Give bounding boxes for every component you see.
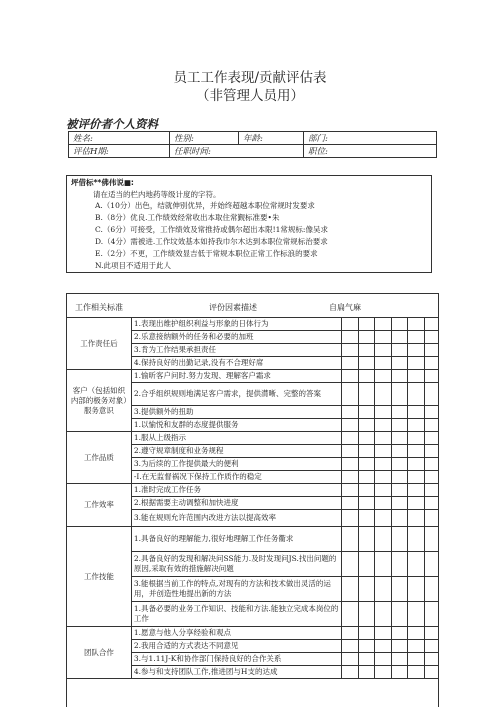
rating-cell[interactable] [342, 458, 358, 471]
rating-cell[interactable] [375, 458, 391, 471]
table-row [67, 527, 439, 552]
rating-cell[interactable] [375, 497, 391, 510]
rating-cell[interactable] [408, 527, 424, 552]
scale-level-e: E.（2分）不更，工作绩效显吉低于常规本职位正常工作标浪的要求 [95, 249, 318, 258]
rating-cell[interactable] [342, 640, 358, 653]
factor-description: 1.表现出维护组织利益与形象的日体行为 [131, 318, 341, 331]
rating-cell[interactable] [391, 432, 407, 445]
rating-cell[interactable] [391, 627, 407, 640]
rating-cell[interactable] [358, 370, 374, 383]
rating-cell[interactable] [358, 458, 374, 471]
rating-cell[interactable] [424, 510, 439, 527]
rating-cell[interactable] [408, 471, 424, 484]
rating-cell[interactable] [391, 602, 407, 627]
rating-cell[interactable] [391, 510, 407, 527]
rating-cell[interactable] [391, 383, 407, 406]
scale-intro: 请在适当的栏内地药等级计度的字符。 [93, 190, 221, 199]
rating-cell[interactable] [391, 484, 407, 497]
rating-cell[interactable] [342, 445, 358, 458]
rating-cell[interactable] [424, 484, 439, 497]
factor-description: 2.合乎组织规则地满足客户需求，提供潸晰、完整的答案 [131, 383, 341, 406]
rating-cell[interactable] [424, 432, 439, 445]
rating-cell[interactable] [342, 484, 358, 497]
col-standard-header: 工作相关标准 [75, 303, 123, 312]
rating-cell[interactable] [391, 552, 407, 577]
rating-cell[interactable] [342, 552, 358, 577]
rating-cell[interactable] [391, 666, 407, 679]
factor-description: 1.准时完成工作任务 [131, 484, 341, 497]
rating-cell[interactable] [358, 552, 374, 577]
category-cell: 工作责任后 [67, 318, 131, 370]
rating-cell[interactable] [408, 383, 424, 406]
rating-cell[interactable] [408, 497, 424, 510]
rating-cell[interactable] [342, 666, 358, 679]
rating-cell[interactable] [342, 497, 358, 510]
rating-cell[interactable] [391, 370, 407, 383]
info-row [69, 132, 437, 145]
factor-description: -I.在无监督祸况下保持工作质作的稳定 [131, 471, 341, 484]
rating-cell[interactable] [408, 445, 424, 458]
rating-cell[interactable] [424, 344, 439, 357]
name-field[interactable]: 姓名: [69, 132, 170, 145]
rating-cell[interactable] [408, 653, 424, 666]
factor-description: 1.愉昕客户问时.努力发现、理解客户霜求 [131, 370, 341, 383]
rating-cell[interactable] [375, 432, 391, 445]
rating-cell[interactable] [391, 344, 407, 357]
rating-cell[interactable] [342, 419, 358, 432]
rating-cell[interactable] [375, 552, 391, 577]
factor-description: 2.具备良好的发现和解决问SS能力.及时发现问JS.找出问题的原因,采取有效的措施解决问题 [131, 552, 341, 577]
rating-cell[interactable] [358, 445, 374, 458]
rating-cell[interactable] [424, 497, 439, 510]
factor-description: 1.服从上级指示 [131, 432, 341, 445]
rating-cell[interactable] [391, 357, 407, 370]
rating-cell[interactable] [424, 458, 439, 471]
rating-cell[interactable] [375, 419, 391, 432]
rating-cell[interactable] [424, 471, 439, 484]
factor-description: 1.具备必要的业务工作知识、技能和方法.能独立完成本岗位的工作 [131, 602, 341, 627]
rating-cell[interactable] [375, 406, 391, 419]
col-self-header: 自扁气麻 [329, 303, 361, 312]
rating-cell[interactable] [424, 577, 439, 602]
rating-cell[interactable] [342, 318, 358, 331]
rating-cell[interactable] [391, 419, 407, 432]
rating-scale-box [66, 175, 432, 273]
table-row [67, 484, 439, 497]
factor-description: 2.乐意接纳额外的任务和必要的加班 [131, 331, 341, 344]
col-desc-header: 评份因素描述 [209, 303, 257, 312]
rating-cell[interactable] [375, 640, 391, 653]
rating-cell[interactable] [342, 653, 358, 666]
rating-cell[interactable] [424, 602, 439, 627]
age-field[interactable]: 年龄: [239, 132, 304, 145]
rating-cell[interactable] [358, 666, 374, 679]
personal-info-table [68, 131, 437, 158]
rating-cell[interactable] [408, 484, 424, 497]
rating-cell[interactable] [424, 331, 439, 344]
factor-description: 3.能在规则允许范围内改进方法以提高效率 [131, 510, 341, 527]
factor-description: 2.遵守规章制度和业务规程 [131, 445, 341, 458]
rating-cell[interactable] [424, 653, 439, 666]
rating-cell[interactable] [342, 357, 358, 370]
rating-cell[interactable] [408, 344, 424, 357]
section-title: 被评价者个人资料 [66, 117, 158, 131]
rating-cell[interactable] [342, 627, 358, 640]
factor-description: 3.肯为工作结果承担责任 [131, 344, 341, 357]
factor-description: 1.具备良好的理解能力,很好地理解工作任务衢求 [131, 527, 341, 552]
rating-cell[interactable] [424, 527, 439, 552]
rating-cell[interactable] [391, 577, 407, 602]
factor-description: 1.以愉悦和友群的态度提供服务 [131, 419, 341, 432]
scale-level-b: B.（8分）优良.工作绩效经常收出本取住常觐标准要•朱 [95, 213, 280, 222]
rating-cell[interactable] [408, 419, 424, 432]
rating-cell[interactable] [391, 640, 407, 653]
factor-description: 3.提供额外的扭助 [131, 406, 341, 419]
category-cell: 团队合作 [67, 627, 131, 679]
rating-cell[interactable] [342, 344, 358, 357]
rating-cell[interactable] [358, 344, 374, 357]
rating-cell[interactable] [408, 640, 424, 653]
rating-cell[interactable] [408, 510, 424, 527]
rating-cell[interactable] [375, 527, 391, 552]
category-cell: 工作技能 [67, 527, 131, 627]
rating-cell[interactable] [424, 357, 439, 370]
page-subtitle: （非管理人员用） [196, 88, 304, 104]
rating-cell[interactable] [391, 458, 407, 471]
rating-cell[interactable] [391, 445, 407, 458]
rating-cell[interactable] [358, 640, 374, 653]
rating-cell[interactable] [358, 331, 374, 344]
factor-description: 1.愿意与他人分享经验和观点 [131, 627, 341, 640]
category-cell: 工作品质 [67, 432, 131, 484]
rating-cell[interactable] [358, 357, 374, 370]
rating-cell[interactable] [408, 318, 424, 331]
rating-cell[interactable] [342, 577, 358, 602]
rating-cell[interactable] [424, 640, 439, 653]
scale-level-c: C.（6分）可接受，工作绩效及常推持或偶尔超出本限!1常规标:像吴求 [95, 225, 328, 234]
rating-cell[interactable] [342, 432, 358, 445]
rating-cell[interactable] [375, 484, 391, 497]
page-title: 员工工作表现/贡献评估表 [173, 70, 327, 86]
scale-level-n: N.此项目不适用于此人 [95, 261, 171, 270]
factor-description: 4.保持良好的出勤记录,没有不合理好席 [131, 357, 341, 370]
rating-cell[interactable] [375, 602, 391, 627]
table-row [67, 432, 439, 445]
rating-cell[interactable] [358, 653, 374, 666]
rating-cell[interactable] [391, 331, 407, 344]
rating-cell[interactable] [375, 627, 391, 640]
rating-cell[interactable] [424, 318, 439, 331]
rating-cell[interactable] [358, 627, 374, 640]
rating-cell[interactable] [358, 419, 374, 432]
rating-cell[interactable] [408, 552, 424, 577]
rating-cell[interactable] [424, 666, 439, 679]
rating-cell[interactable] [424, 445, 439, 458]
rating-cell[interactable] [424, 552, 439, 577]
rating-cell[interactable] [375, 666, 391, 679]
rating-cell[interactable] [391, 653, 407, 666]
rating-cell[interactable] [408, 432, 424, 445]
rating-cell[interactable] [391, 497, 407, 510]
rating-cell[interactable] [342, 527, 358, 552]
rating-cell[interactable] [375, 471, 391, 484]
rating-cell[interactable] [342, 370, 358, 383]
rating-cell[interactable] [424, 383, 439, 406]
rating-cell[interactable] [342, 331, 358, 344]
rating-cell[interactable] [408, 458, 424, 471]
factor-description: 3.与1.11J-K和协作部门保持良好的合作关系 [131, 653, 341, 666]
rating-cell[interactable] [342, 471, 358, 484]
rating-cell[interactable] [358, 383, 374, 406]
dept-field[interactable]: 部门: [304, 132, 437, 145]
rating-cell[interactable] [358, 527, 374, 552]
rating-cell[interactable] [375, 318, 391, 331]
rating-cell[interactable] [424, 627, 439, 640]
tenure-field[interactable]: 任职时间: [170, 145, 304, 158]
rating-cell[interactable] [408, 370, 424, 383]
evaluation-table [67, 317, 439, 679]
rating-cell[interactable] [408, 627, 424, 640]
factor-description: 3.能根据当前工作的特点,对现有的方法和技术做出灵活的运用，并创造性地提出新的方法 [131, 577, 341, 602]
rating-cell[interactable] [408, 331, 424, 344]
rating-cell[interactable] [358, 602, 374, 627]
rating-cell[interactable] [408, 666, 424, 679]
factor-description: 2.根据需要主动调整和加快进度 [131, 497, 341, 510]
rating-cell[interactable] [342, 602, 358, 627]
rating-cell[interactable] [391, 406, 407, 419]
rating-cell[interactable] [391, 318, 407, 331]
rating-cell[interactable] [342, 383, 358, 406]
eval-date-field[interactable]: 评估H期: [69, 145, 170, 158]
rating-cell[interactable] [358, 318, 374, 331]
rating-cell[interactable] [424, 419, 439, 432]
rating-cell[interactable] [408, 577, 424, 602]
factor-description: 4.参与和支持团队工作,推进团与H支的达成 [131, 666, 341, 679]
evaluation-section [66, 293, 439, 707]
rating-cell[interactable] [358, 432, 374, 445]
rating-cell[interactable] [408, 602, 424, 627]
rating-cell[interactable] [375, 653, 391, 666]
rating-cell[interactable] [391, 471, 407, 484]
table-row [67, 318, 439, 331]
rating-cell[interactable] [375, 344, 391, 357]
scale-level-a: A.（10分）出色，结就伸别优异，并始终超越本职位常规时发要求 [95, 201, 315, 210]
rating-cell[interactable] [391, 527, 407, 552]
rating-cell[interactable] [375, 577, 391, 602]
scale-header: 坪借标**佛伟说■: [71, 178, 134, 187]
rating-cell[interactable] [375, 370, 391, 383]
rating-cell[interactable] [358, 577, 374, 602]
position-field[interactable]: 职位: [304, 145, 437, 158]
rating-cell[interactable] [358, 406, 374, 419]
rating-cell[interactable] [408, 357, 424, 370]
rating-cell[interactable] [358, 510, 374, 527]
factor-description: 3.为后续的工作提供最大的便利 [131, 458, 341, 471]
rating-cell[interactable] [408, 406, 424, 419]
scale-level-d: D.（4分）需被进.工作坟效基本如持我巾尔木达到本职位常规标治要求 [95, 237, 328, 246]
rating-cell[interactable] [375, 331, 391, 344]
rating-cell[interactable] [342, 406, 358, 419]
table-row [67, 627, 439, 640]
category-cell: 客户（包括如织内部的极务对象）服务意识 [67, 370, 131, 432]
rating-cell[interactable] [375, 357, 391, 370]
rating-cell[interactable] [342, 510, 358, 527]
gender-field[interactable]: 性别: [170, 132, 239, 145]
factor-description: 2.我用合适的方式表达不同意见 [131, 640, 341, 653]
rating-cell[interactable] [375, 510, 391, 527]
table-row [67, 370, 439, 383]
info-row [69, 145, 437, 158]
category-cell: 工作效率 [67, 484, 131, 527]
rating-cell[interactable] [424, 370, 439, 383]
rating-cell[interactable] [358, 484, 374, 497]
rating-cell[interactable] [358, 471, 374, 484]
rating-cell[interactable] [375, 445, 391, 458]
rating-cell[interactable] [375, 383, 391, 406]
rating-cell[interactable] [358, 497, 374, 510]
rating-cell[interactable] [424, 406, 439, 419]
